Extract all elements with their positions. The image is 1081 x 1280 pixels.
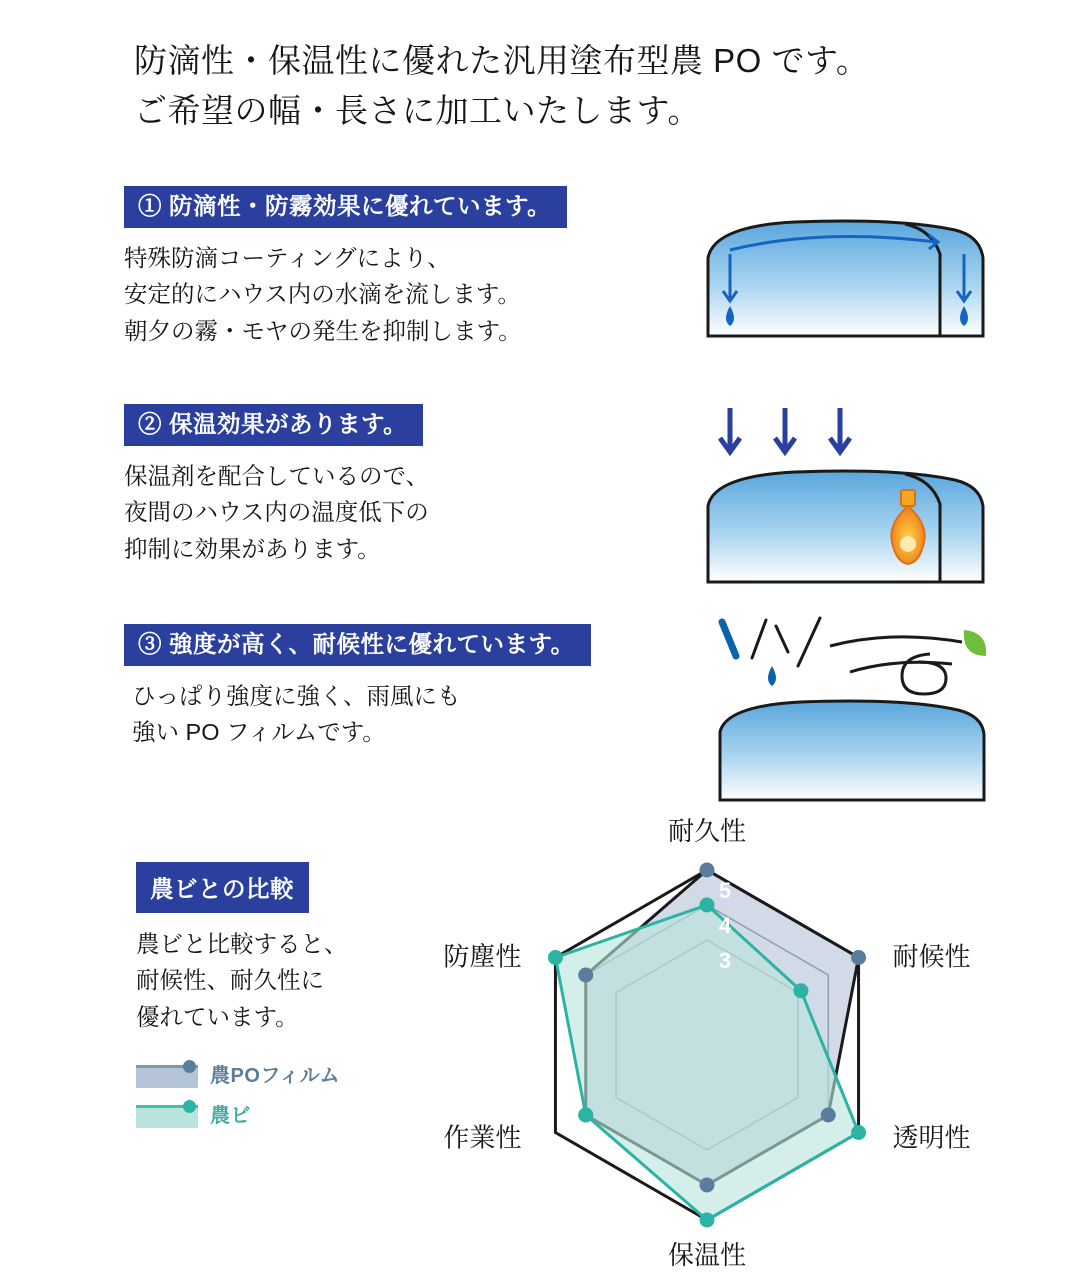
illustration-heat-retention (700, 400, 1000, 595)
radar-point (700, 1213, 715, 1228)
comparison-block (136, 862, 436, 1133)
feature-1-line-3: 朝夕の霧・モヤの発生を抑制します。 (124, 317, 522, 344)
rain-icon (722, 618, 820, 686)
radar-point (793, 983, 808, 998)
feature-3-line-2: 強い PO フィルムです。 (132, 719, 386, 746)
radar-point (578, 968, 593, 983)
chart-legend (136, 1053, 436, 1133)
radar-point (578, 1108, 593, 1123)
feature-2-line-3: 抑制に効果があります。 (124, 535, 381, 562)
radar-axis-label-0: 耐久性 (667, 816, 747, 846)
radar-ring-label: 5 (718, 878, 732, 903)
radar-ring-label: 4 (718, 913, 732, 938)
feature-1-line-2: 安定的にハウス内の水滴を流します。 (124, 281, 521, 308)
feature-2-line-2: 夜間のハウス内の温度低下の (124, 499, 429, 526)
feature-1-line-1: 特殊防滴コーティングにより、 (124, 244, 451, 271)
feature-3-body (124, 678, 591, 751)
legend-label-po-film: 農POフィルム (210, 1064, 340, 1087)
legend-swatch-vinyl (136, 1098, 198, 1128)
radar-axis-label-2: 透明性 (892, 1122, 971, 1153)
feature-1-heading: ① 防滴性・防霧効果に優れています。 (124, 186, 567, 228)
feature-3-line-1: ひっぱり強度に強く、雨風にも (132, 682, 461, 709)
feature-2-line-1: 保温剤を配合しているので、 (124, 462, 430, 489)
radar-ring-label: 3 (718, 948, 732, 973)
radar-point (851, 950, 866, 965)
greenhouse-icon (708, 471, 983, 582)
legend-swatch-po-film (136, 1058, 198, 1088)
illustration-dripless (700, 206, 1000, 351)
illustration-strength (700, 612, 1000, 807)
radar-axis-label-1: 耐候性 (892, 941, 971, 972)
radar-point (548, 950, 563, 965)
radar-axis-label-3: 保温性 (667, 1240, 747, 1270)
legend-item-po-film (136, 1053, 436, 1093)
feature-3-heading: ③ 強度が高く、耐候性に優れています。 (124, 624, 591, 666)
greenhouse-icon (720, 701, 984, 800)
feature-block-1 (124, 186, 567, 349)
headline-line-2: ご希望の幅・長さに加工いたします。 (134, 92, 701, 130)
legend-label-vinyl: 農ビ (210, 1104, 251, 1127)
radar-chart (420, 810, 1060, 1280)
page-title (134, 36, 1034, 136)
comparison-heading: 農ビとの比較 (136, 862, 309, 913)
radar-axis-label-4: 作業性 (443, 1122, 522, 1153)
feature-block-3 (124, 624, 591, 751)
feature-2-heading: ② 保温効果があります。 (124, 404, 423, 446)
radar-point (700, 898, 715, 913)
comparison-line-1: 農ビと比較すると、 (136, 931, 348, 957)
leaf-icon (964, 630, 986, 656)
comparison-line-2: 耐候性、耐久性に (136, 967, 324, 994)
comparison-body (136, 926, 436, 1035)
radar-axis-label-5: 防塵性 (443, 941, 522, 972)
radar-ring-labels (719, 878, 732, 973)
radar-point (821, 1108, 836, 1123)
feature-1-body (124, 240, 567, 349)
radar-point (700, 1178, 715, 1193)
feature-block-2 (124, 404, 429, 567)
radar-point (851, 1125, 866, 1140)
comparison-line-3: 優れています。 (136, 1003, 299, 1030)
headline-line-1: 防滴性・保温性に優れた汎用塗布型農 PO です。 (134, 42, 870, 79)
wind-swirl-icon (830, 637, 962, 694)
arrow-down-icon (720, 408, 850, 452)
radar-point (700, 863, 715, 878)
radar-series-group (548, 863, 866, 1228)
legend-item-vinyl (136, 1093, 436, 1133)
greenhouse-icon (708, 221, 983, 336)
feature-2-body (124, 458, 429, 567)
